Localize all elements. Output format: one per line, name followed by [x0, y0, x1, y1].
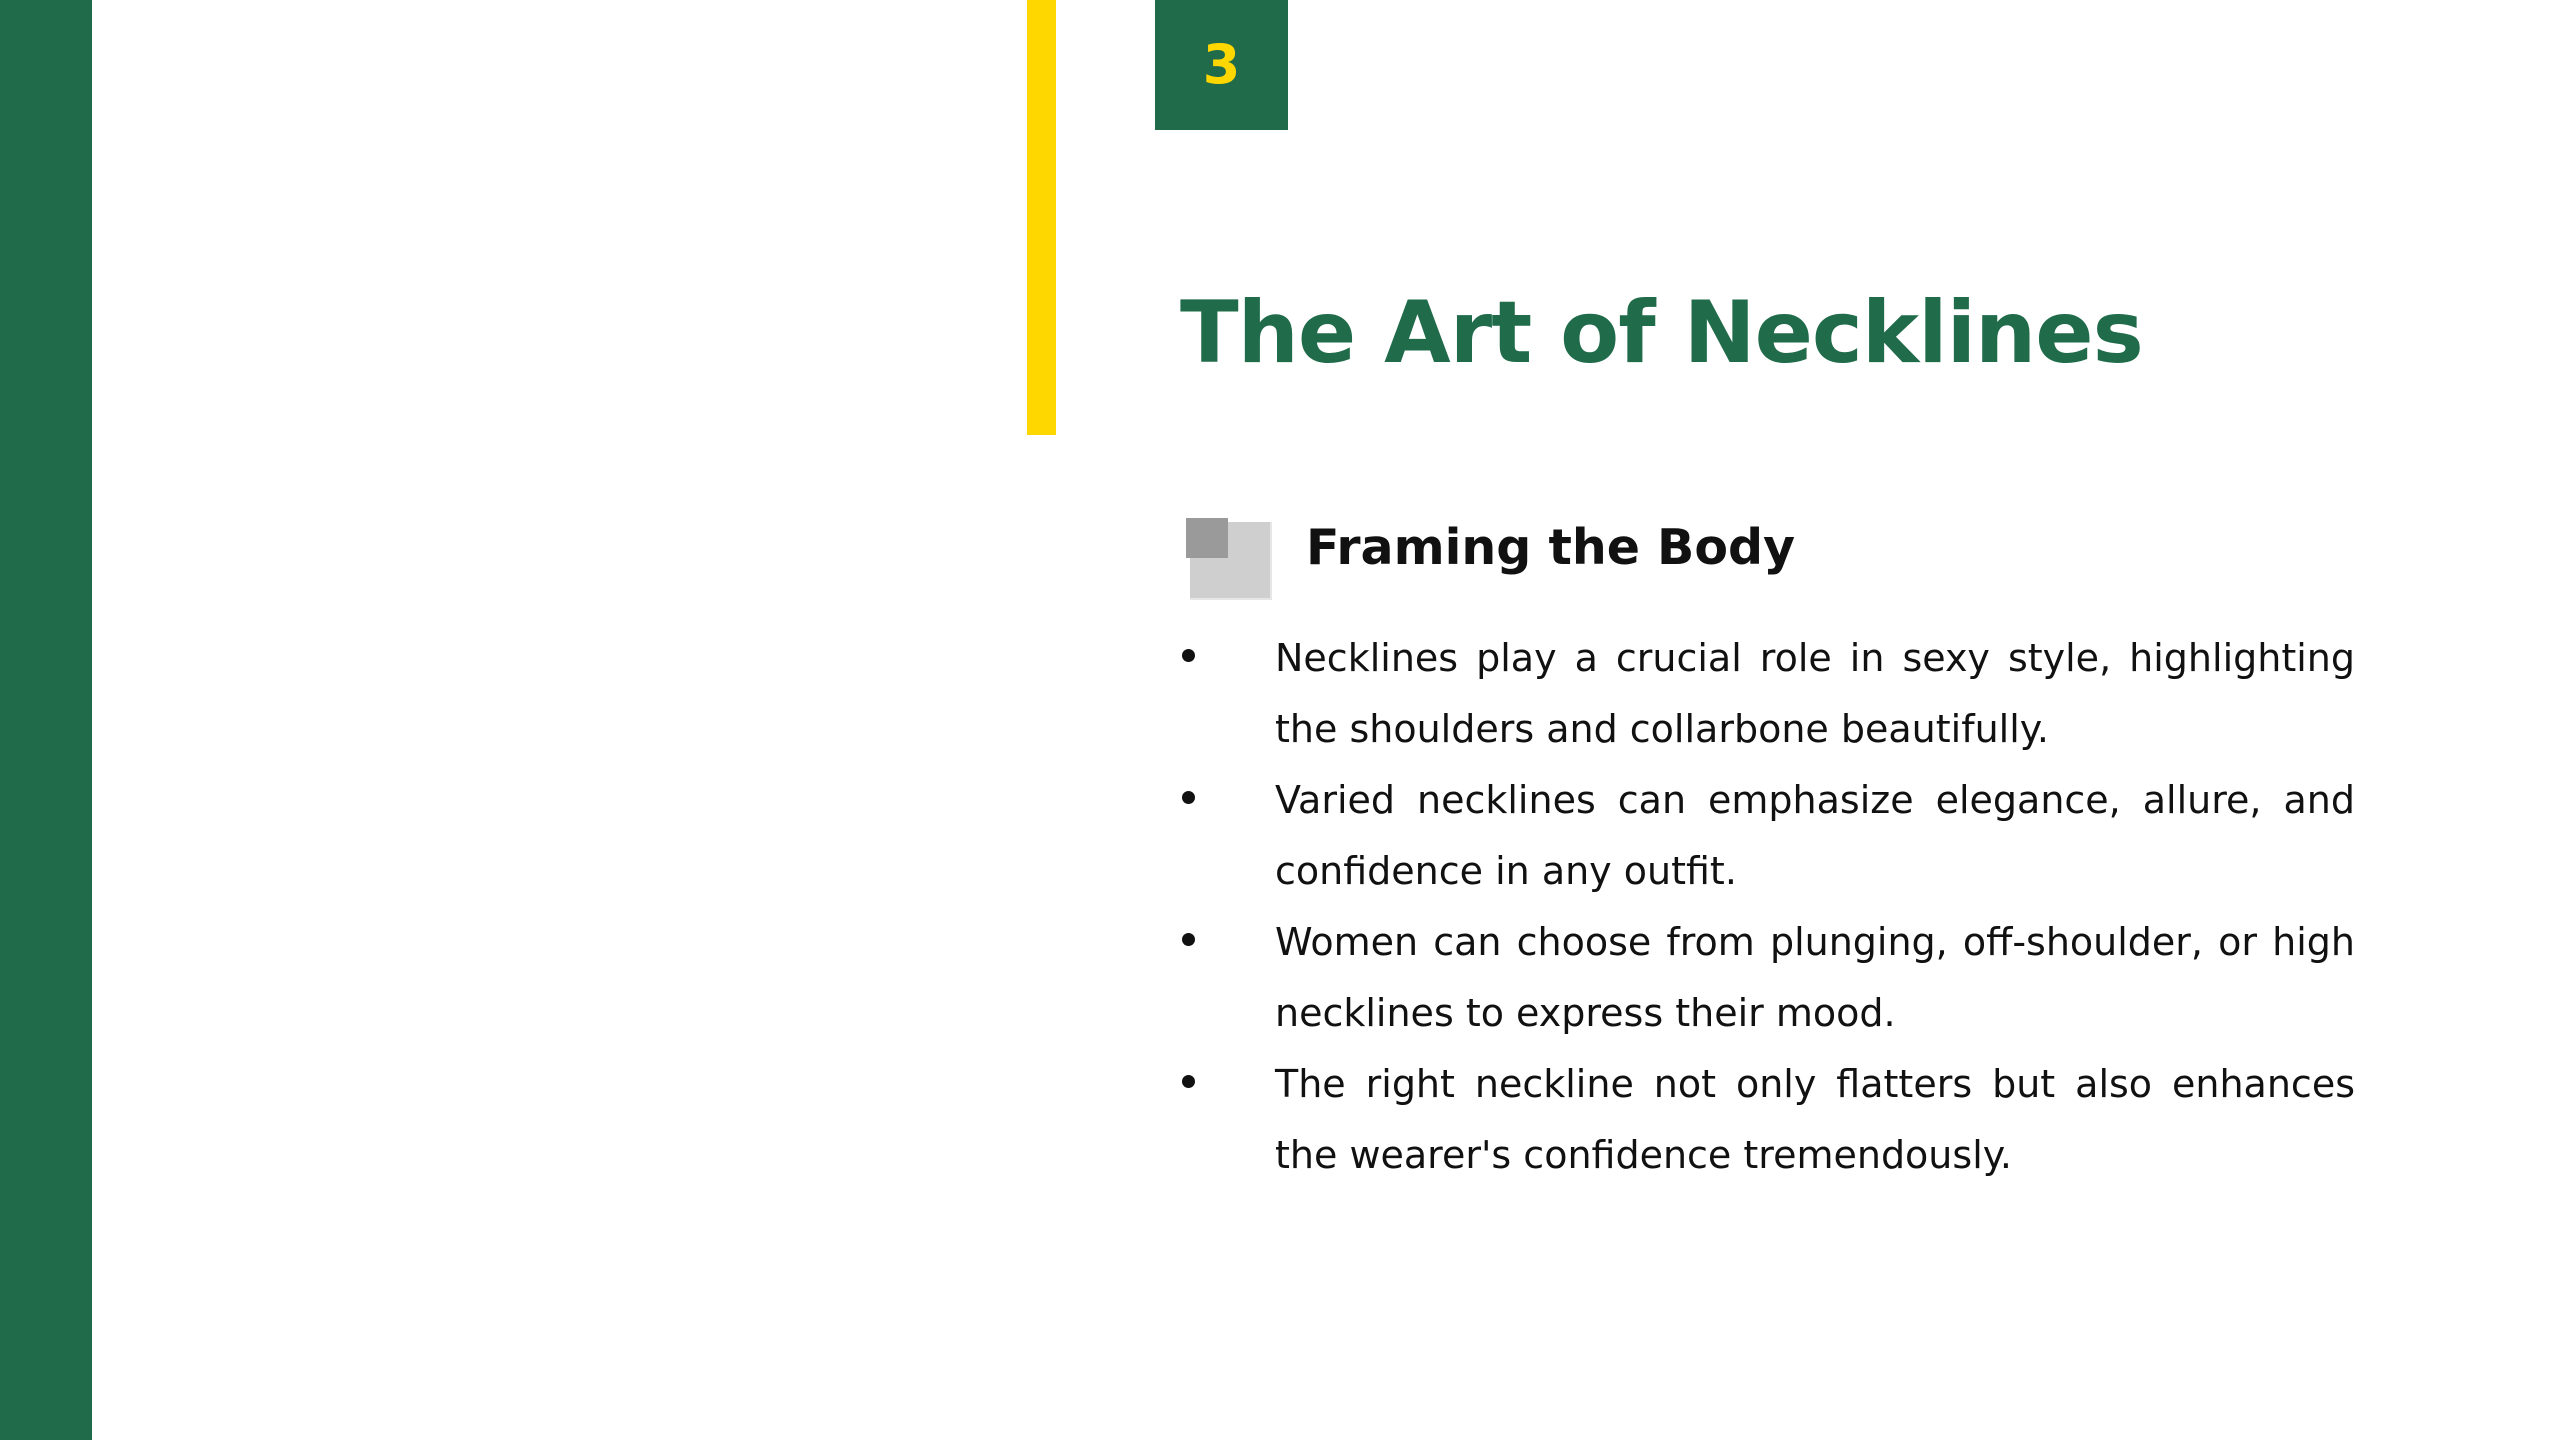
- yellow-accent-bar: [1027, 0, 1056, 435]
- bullet-item: [1180, 765, 2355, 907]
- bullet-item: [1180, 907, 2355, 1049]
- bullet-dot-icon: [1182, 933, 1195, 946]
- bullet-dot-icon: [1182, 649, 1195, 662]
- overlapping-squares-icon: [1186, 518, 1272, 598]
- bullet-item: [1180, 623, 2355, 765]
- bullet-text: Varied necklines can emphasize elegance, allure, and confidence in any outfit.: [1275, 778, 2355, 893]
- bullet-text: Women can choose from plunging, off-shoulder, or high necklines to express their mood.: [1275, 920, 2355, 1035]
- page-number-box: [1155, 0, 1288, 130]
- bullet-dot-icon: [1182, 791, 1195, 804]
- bullet-list: [1180, 623, 2355, 1191]
- page-number: 3: [1202, 33, 1241, 96]
- bullet-text: The right neckline not only flatters but also enhances the wearer's confidence tremendously.: [1275, 1062, 2355, 1177]
- section-heading: Framing the Body: [1306, 519, 1796, 576]
- bullet-text: Necklines play a crucial role in sexy style, highlighting the shoulders and collarbone beautifully.: [1275, 636, 2355, 751]
- slide-title: The Art of Necklines: [1180, 283, 2143, 383]
- left-accent-bar: [0, 0, 92, 1440]
- bullet-dot-icon: [1182, 1075, 1195, 1088]
- bullet-item: [1180, 1049, 2355, 1191]
